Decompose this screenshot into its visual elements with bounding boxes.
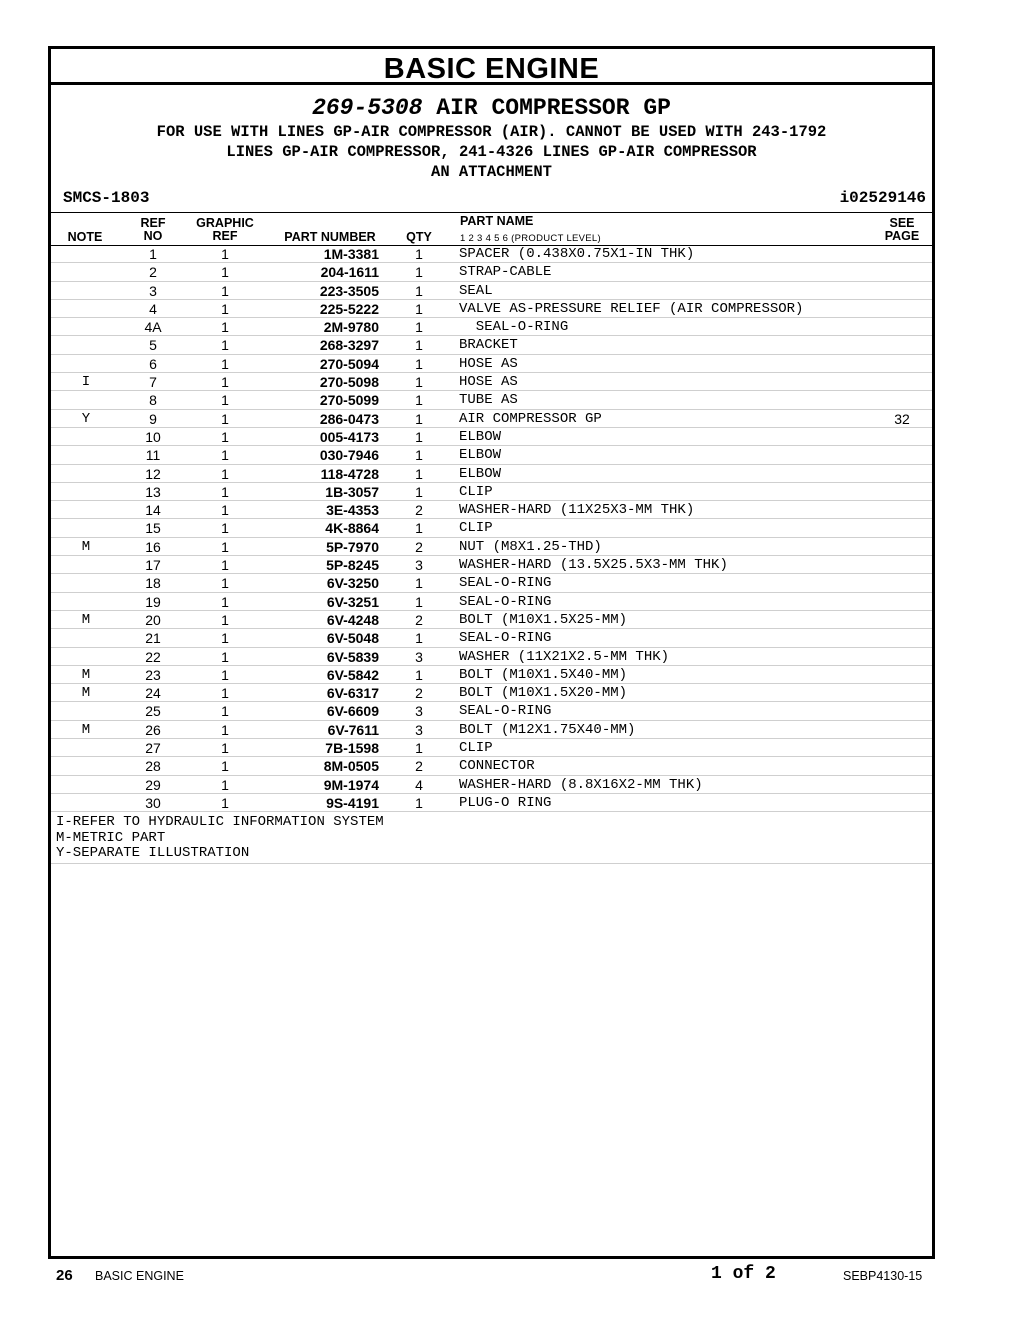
graphic-ref-cell: 1: [221, 794, 229, 811]
part-name-cell: HOSE AS: [459, 355, 518, 372]
table-row: [51, 465, 932, 483]
ref-no-cell: 1: [149, 246, 157, 262]
graphic-ref-cell: 1: [221, 337, 229, 354]
ref-no-cell: 25: [145, 703, 161, 720]
note-cell: M: [81, 666, 91, 683]
parts-table: [51, 245, 932, 812]
part-name-cell: SPACER (0.438X0.75X1-IN THK): [459, 246, 695, 262]
footer-page-number: 26: [56, 1267, 73, 1284]
part-number-cell: 6V-3251: [326, 593, 379, 610]
part-name-cell: SEAL-O-RING: [459, 630, 552, 647]
graphic-ref-cell: 1: [221, 355, 229, 372]
graphic-ref-cell: 1: [221, 758, 229, 775]
part-number-cell: 9M-1974: [323, 776, 379, 793]
graphic-ref-cell: 1: [221, 538, 229, 555]
notes-bottom-rule: [51, 863, 932, 864]
table-row: [51, 373, 932, 391]
part-name-cell: CONNECTOR: [459, 758, 535, 775]
qty-cell: 2: [415, 611, 423, 628]
ref-no-cell: 4: [149, 300, 157, 317]
graphic-ref-cell: 1: [221, 319, 229, 336]
qty-cell: 1: [415, 794, 423, 811]
table-row: [51, 300, 932, 318]
table-row: [51, 282, 932, 300]
illustration-id: i02529146: [839, 189, 926, 207]
graphic-ref-cell: 1: [221, 447, 229, 464]
part-name-cell: SEAL: [459, 282, 493, 299]
qty-cell: 1: [415, 282, 423, 299]
col-header-note: NOTE: [67, 230, 103, 244]
part-name-cell: ELBOW: [459, 428, 502, 445]
graphic-ref-cell: 1: [221, 721, 229, 738]
qty-cell: 1: [415, 593, 423, 610]
group-description-line: LINES GP-AIR COMPRESSOR, 241-4326 LINES GP-AIR COMPRESSOR: [226, 143, 757, 161]
col-header-part-name: PART NAME: [460, 214, 534, 228]
col-header-ref: [133, 217, 173, 243]
table-row: [51, 245, 932, 263]
ref-no-cell: 18: [145, 575, 161, 592]
notes-legend: [56, 815, 926, 861]
col-header-graphic: [191, 217, 259, 243]
ref-no-cell: 28: [145, 758, 161, 775]
graphic-ref-cell: 1: [221, 300, 229, 317]
part-number-cell: 1M-3381: [323, 246, 379, 262]
graphic-ref-cell: 1: [221, 557, 229, 574]
ref-no-cell: 24: [145, 685, 161, 702]
footer-section: BASIC ENGINE: [95, 1269, 184, 1283]
graphic-ref-cell: 1: [221, 611, 229, 628]
part-number-cell: 1B-3057: [325, 483, 379, 500]
col-header-see-page: [877, 217, 927, 243]
graphic-ref-cell: 1: [221, 410, 229, 427]
col-header-see-top: SEE: [889, 216, 915, 230]
qty-cell: 1: [415, 740, 423, 757]
part-number-cell: 6V-3250: [326, 575, 379, 592]
table-row: [51, 318, 932, 336]
part-name-cell: ELBOW: [459, 465, 502, 482]
part-name-cell: PLUG-O RING: [459, 794, 552, 811]
note-cell: I: [81, 374, 91, 391]
qty-cell: 1: [415, 374, 423, 391]
group-title: [51, 95, 932, 121]
group-description-line: AN ATTACHMENT: [431, 163, 552, 181]
qty-cell: 1: [415, 264, 423, 281]
graphic-ref-cell: 1: [221, 630, 229, 647]
graphic-ref-cell: 1: [221, 666, 229, 683]
part-name-cell: ELBOW: [459, 447, 502, 464]
ref-no-cell: 29: [145, 776, 161, 793]
col-header-graphic-bottom: REF: [212, 229, 238, 243]
table-row: [51, 739, 932, 757]
graphic-ref-cell: 1: [221, 685, 229, 702]
table-row: [51, 666, 932, 684]
table-row: [51, 776, 932, 794]
part-number-cell: 6V-4248: [326, 611, 379, 628]
ref-no-cell: 10: [145, 428, 161, 445]
ref-no-cell: 17: [145, 557, 161, 574]
part-name-cell: BOLT (M10X1.5X25-MM): [459, 611, 628, 628]
graphic-ref-cell: 1: [221, 392, 229, 409]
note-line: Y-SEPARATE ILLUSTRATION: [56, 844, 250, 861]
ref-no-cell: 27: [145, 740, 161, 757]
table-row: [51, 391, 932, 409]
qty-cell: 1: [415, 300, 423, 317]
part-name-cell: BRACKET: [459, 337, 518, 354]
col-header-qty: QTY: [406, 230, 432, 244]
part-name-cell: TUBE AS: [459, 392, 518, 409]
table-row: [51, 501, 932, 519]
col-header-ref-bottom: NO: [143, 229, 163, 243]
part-name-cell: WASHER (11X21X2.5-MM THK): [459, 648, 670, 665]
table-row: [51, 355, 932, 373]
note-line: M-METRIC PART: [56, 829, 166, 846]
ref-no-cell: 5: [149, 337, 157, 354]
group-number: 269-5308: [312, 95, 423, 121]
part-number-cell: 6V-6317: [326, 685, 379, 702]
note-cell: M: [81, 538, 91, 555]
graphic-ref-cell: 1: [221, 282, 229, 299]
qty-cell: 1: [415, 483, 423, 500]
graphic-ref-cell: 1: [221, 428, 229, 445]
qty-cell: 1: [415, 355, 423, 372]
table-row: [51, 648, 932, 666]
table-row: [51, 684, 932, 702]
smcs-code: SMCS-1803: [63, 189, 150, 207]
graphic-ref-cell: 1: [221, 593, 229, 610]
qty-cell: 1: [415, 392, 423, 409]
graphic-ref-cell: 1: [221, 703, 229, 720]
table-row: [51, 263, 932, 281]
qty-cell: 1: [415, 319, 423, 336]
graphic-ref-cell: 1: [221, 374, 229, 391]
ref-no-cell: 12: [145, 465, 161, 482]
part-name-cell: HOSE AS: [459, 374, 518, 391]
qty-cell: 1: [415, 520, 423, 537]
graphic-ref-cell: 1: [221, 502, 229, 519]
table-row: [51, 702, 932, 720]
qty-cell: 2: [415, 538, 423, 555]
qty-cell: 3: [415, 648, 423, 665]
part-name-cell: WASHER-HARD (11X25X3-MM THK): [459, 502, 695, 519]
part-number-cell: 4K-8864: [325, 520, 379, 537]
part-name-cell: CLIP: [459, 740, 493, 757]
ref-no-cell: 26: [145, 721, 161, 738]
header-rule: [51, 212, 932, 213]
ref-no-cell: 13: [145, 483, 161, 500]
part-number-cell: 8M-0505: [323, 758, 379, 775]
note-cell: M: [81, 721, 91, 738]
part-number-cell: 204-1611: [320, 264, 379, 281]
part-number-cell: 223-3505: [319, 282, 379, 299]
part-number-cell: 030-7946: [319, 447, 379, 464]
graphic-ref-cell: 1: [221, 520, 229, 537]
table-row: [51, 611, 932, 629]
part-name-cell: VALVE AS-PRESSURE RELIEF (AIR COMPRESSOR): [459, 300, 804, 317]
table-row: [51, 446, 932, 464]
part-number-cell: 6V-5842: [326, 666, 379, 683]
part-name-cell: SEAL-O-RING: [459, 593, 552, 610]
table-row: [51, 593, 932, 611]
table-row: [51, 794, 932, 812]
group-name: AIR COMPRESSOR GP: [436, 95, 671, 121]
part-number-cell: 6V-5839: [326, 648, 379, 665]
part-name-cell: SEAL-O-RING: [459, 575, 552, 592]
part-name-cell: NUT (M8X1.25-THD): [459, 538, 602, 555]
graphic-ref-cell: 1: [221, 483, 229, 500]
ref-no-cell: 21: [145, 630, 161, 647]
part-number-cell: 9S-4191: [326, 794, 379, 811]
col-header-ref-top: REF: [140, 216, 166, 230]
qty-cell: 1: [415, 428, 423, 445]
note-cell: M: [81, 611, 91, 628]
part-name-cell: WASHER-HARD (8.8X16X2-MM THK): [459, 776, 703, 793]
table-row: [51, 629, 932, 647]
ref-no-cell: 8: [149, 392, 157, 409]
qty-cell: 1: [415, 575, 423, 592]
table-row: [51, 757, 932, 775]
part-number-cell: 286-0473: [319, 410, 379, 427]
qty-cell: 3: [415, 557, 423, 574]
see-page-cell: 32: [894, 410, 910, 427]
group-description-line: FOR USE WITH LINES GP-AIR COMPRESSOR (AIR). CANNOT BE USED WITH 243-1792: [156, 123, 827, 141]
qty-cell: 1: [415, 246, 423, 262]
col-header-see-bottom: PAGE: [884, 229, 920, 243]
graphic-ref-cell: 1: [221, 264, 229, 281]
graphic-ref-cell: 1: [221, 776, 229, 793]
part-name-cell: WASHER-HARD (13.5X25.5X3-MM THK): [459, 557, 728, 574]
col-header-part-number: PART NUMBER: [284, 230, 376, 244]
part-number-cell: 5P-7970: [326, 538, 379, 555]
part-number-cell: 270-5098: [319, 374, 379, 391]
table-row: [51, 336, 932, 354]
qty-cell: 3: [415, 721, 423, 738]
ref-no-cell: 9: [149, 410, 157, 427]
part-name-cell: CLIP: [459, 520, 493, 537]
table-row: [51, 410, 932, 428]
ref-no-cell: 19: [145, 593, 161, 610]
part-name-cell: BOLT (M10X1.5X20-MM): [459, 685, 628, 702]
qty-cell: 1: [415, 337, 423, 354]
part-number-cell: 6V-6609: [326, 703, 379, 720]
graphic-ref-cell: 1: [221, 465, 229, 482]
graphic-ref-cell: 1: [221, 740, 229, 757]
part-name-cell: SEAL-O-RING: [459, 319, 569, 336]
part-number-cell: 6V-7611: [327, 721, 379, 738]
part-number-cell: 118-4728: [320, 465, 379, 482]
part-number-cell: 005-4173: [319, 428, 379, 445]
table-row: [51, 721, 932, 739]
part-number-cell: 7B-1598: [325, 740, 379, 757]
note-cell: Y: [81, 410, 91, 427]
table-row: [51, 483, 932, 501]
qty-cell: 1: [415, 410, 423, 427]
ref-no-cell: 14: [145, 502, 161, 519]
ref-no-cell: 7: [149, 374, 157, 391]
part-number-cell: 270-5094: [319, 355, 379, 372]
product-level-scale: 1 2 3 4 5 6 (PRODUCT LEVEL): [460, 233, 601, 244]
graphic-ref-cell: 1: [221, 648, 229, 665]
part-number-cell: 270-5099: [319, 392, 379, 409]
part-name-cell: BOLT (M12X1.75X40-MM): [459, 721, 636, 738]
table-row: [51, 428, 932, 446]
ref-no-cell: 15: [145, 520, 161, 537]
table-row: [51, 556, 932, 574]
qty-cell: 1: [415, 465, 423, 482]
qty-cell: 1: [415, 666, 423, 683]
ref-no-cell: 16: [145, 538, 161, 555]
part-name-cell: BOLT (M10X1.5X40-MM): [459, 666, 628, 683]
ref-no-cell: 20: [145, 611, 161, 628]
ref-no-cell: 23: [145, 666, 161, 683]
ref-no-cell: 11: [145, 447, 161, 464]
ref-no-cell: 2: [149, 264, 157, 281]
ref-no-cell: 22: [145, 648, 161, 665]
footer-page-of: 1 of 2: [711, 1264, 776, 1284]
note-line: I-REFER TO HYDRAULIC INFORMATION SYSTEM: [56, 814, 384, 831]
graphic-ref-cell: 1: [221, 246, 229, 262]
qty-cell: 1: [415, 630, 423, 647]
part-number-cell: 268-3297: [319, 337, 379, 354]
qty-cell: 1: [415, 447, 423, 464]
table-row: [51, 538, 932, 556]
table-row: [51, 519, 932, 537]
ref-no-cell: 4A: [144, 319, 162, 336]
page-frame: [48, 46, 935, 1259]
part-number-cell: 225-5222: [319, 300, 379, 317]
ref-no-cell: 6: [149, 355, 157, 372]
part-name-cell: CLIP: [459, 483, 493, 500]
part-number-cell: 6V-5048: [326, 630, 379, 647]
part-name-cell: AIR COMPRESSOR GP: [459, 410, 602, 427]
part-number-cell: 5P-8245: [326, 557, 379, 574]
ref-no-cell: 3: [149, 282, 157, 299]
footer-doc-id: SEBP4130-15: [843, 1269, 923, 1283]
part-number-cell: 3E-4353: [326, 502, 379, 519]
qty-cell: 3: [415, 703, 423, 720]
qty-cell: 2: [415, 685, 423, 702]
part-name-cell: SEAL-O-RING: [459, 703, 552, 720]
section-title: BASIC ENGINE: [51, 49, 932, 85]
part-name-cell: STRAP-CABLE: [459, 264, 552, 281]
note-cell: M: [81, 685, 91, 702]
table-row: [51, 574, 932, 592]
graphic-ref-cell: 1: [221, 575, 229, 592]
col-header-graphic-top: GRAPHIC: [196, 216, 254, 230]
qty-cell: 2: [415, 758, 423, 775]
part-number-cell: 2M-9780: [323, 319, 379, 336]
ref-no-cell: 30: [145, 794, 161, 811]
qty-cell: 2: [415, 502, 423, 519]
qty-cell: 4: [415, 776, 423, 793]
